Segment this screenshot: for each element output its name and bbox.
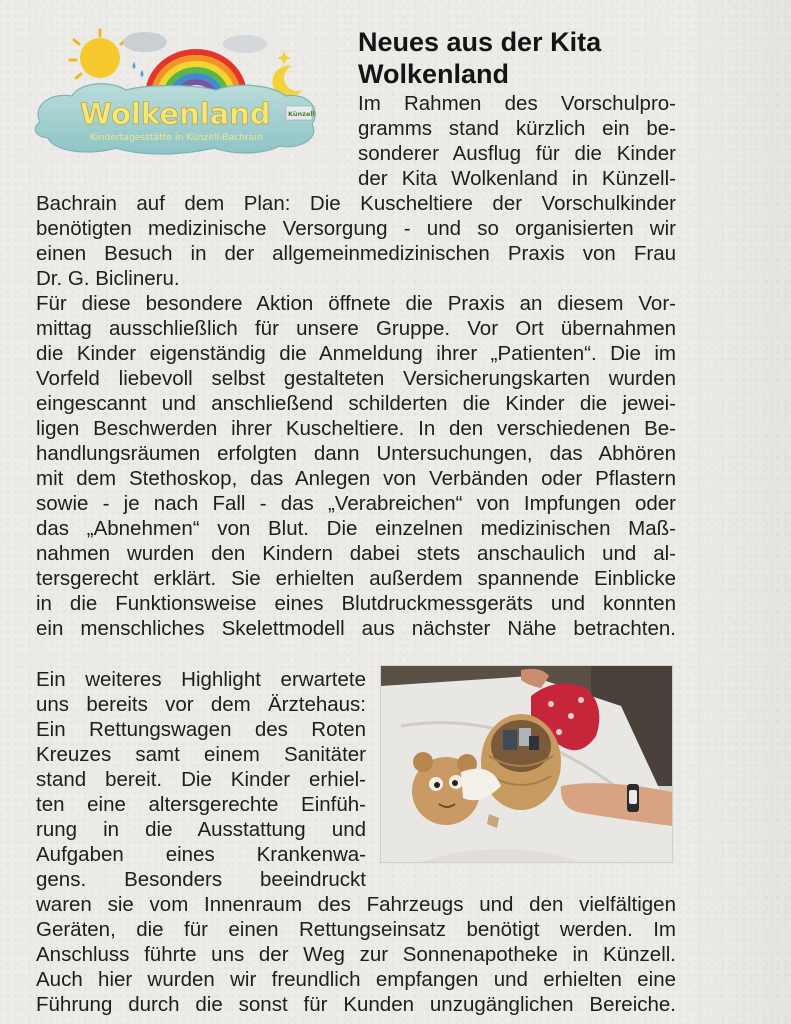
text-line: ligen Beschwerden ihrer Kuscheltiere. In den verschiedenen Be- xyxy=(36,417,676,440)
text-line: gramms stand kürzlich ein be- xyxy=(358,117,676,140)
sun-icon xyxy=(70,30,126,78)
page-fold xyxy=(698,0,699,1024)
text-line: benötigten medizinische Versorgung - und so organisierten wir xyxy=(36,217,676,240)
text-line: sowie - je nach Fall - das „Verabreichen“ von Impfungen oder xyxy=(36,492,676,515)
svg-text:Kindertagesstätte in Künzell-B: Kindertagesstätte in Künzell-Bachrain xyxy=(90,132,263,143)
text-line: Auch hier wurden wir freundlich empfangen und erhielten eine xyxy=(36,968,676,991)
text-line: das „Abnehmen“ von Blut. Die einzelnen medizinischen Maß- xyxy=(36,517,676,540)
text-line: eingescannt und anschließend schilderten die Kinder die jewei- xyxy=(36,392,676,415)
headline-line: Neues aus der Kita xyxy=(358,27,602,57)
text-line: Vorfeld liebevoll selbst gestalteten Versicherungskarten wurden xyxy=(36,367,676,390)
text-line: Kreuzes samt einem Sanitäter xyxy=(36,743,366,766)
text-line: nahmen wurden den Kindern dabei stets anschaulich und al- xyxy=(36,542,676,565)
text-line: Im Rahmen des Vorschulpro- xyxy=(358,92,676,115)
text-line: die Kinder eigenständig die Anmeldung ihrer „Patienten“. Die im xyxy=(36,342,676,365)
text-line: Bachrain auf dem Plan: Die Kuscheltiere der Vorschulkinder xyxy=(36,192,676,215)
text-line: mittag ausschließlich für unsere Gruppe. Vor Ort übernahmen xyxy=(36,317,676,340)
article-headline xyxy=(358,26,678,90)
text-line: Dr. G. Biclineru. xyxy=(36,267,180,290)
text-line: Ein Rettungswagen des Roten xyxy=(36,718,366,741)
headline-line: Wolkenland xyxy=(358,59,510,89)
text-line: Geräten, die für einen Rettungseinsatz benötigt werden. Im xyxy=(36,918,676,941)
text-line: rung in die Ausstattung und xyxy=(36,818,366,841)
text-line: uns bereits vor dem Ärztehaus: xyxy=(36,693,366,716)
svg-text:Künzell: Künzell xyxy=(288,110,315,118)
text-line: ein menschliches Skelettmodell aus nächster Nähe betrachten. xyxy=(36,617,676,640)
text-line: sonderer Ausflug für die Kinder xyxy=(358,142,676,165)
text-line: handlungsräumen erfolgten dann Untersuchungen, das Abhören xyxy=(36,442,676,465)
text-line: waren sie vom Innenraum des Fahrzeugs und den vielfältigen xyxy=(36,893,676,916)
basket xyxy=(481,714,561,810)
text-line: Führung durch die sonst für Kunden unzugänglichen Bereiche. xyxy=(36,993,676,1016)
text-line: mit dem Stethoskop, das Anlegen von Verbänden oder Pflastern xyxy=(36,467,676,490)
article-photo xyxy=(380,665,673,863)
page-edge-shade xyxy=(691,0,791,1024)
text-line: Ein weiteres Highlight erwartete xyxy=(36,668,366,691)
wolkenland-logo xyxy=(30,26,320,160)
text-line: in die Funktionsweise eines Blutdruckmessgeräts und konnten xyxy=(36,592,676,615)
svg-text:Wolkenland: Wolkenland xyxy=(80,97,271,131)
text-line: Für diese besondere Aktion öffnete die Praxis an diesem Vor- xyxy=(36,292,676,315)
text-line: ten eine altersgerechte Einfüh- xyxy=(36,793,366,816)
text-line: Aufgaben eines Krankenwa- xyxy=(36,843,366,866)
text-line: der Kita Wolkenland in Künzell- xyxy=(358,167,676,190)
text-line: gens. Besonders beeindruckt xyxy=(36,868,366,891)
text-line: stand bereit. Die Kinder erhiel- xyxy=(36,768,366,791)
text-line: Anschluss führte uns der Weg zur Sonnenapotheke in Künzell. xyxy=(36,943,676,966)
text-line: tersgerecht erklärt. Sie erhielten außerdem spannende Einblicke xyxy=(36,567,676,590)
text-line: einen Besuch in der allgemeinmedizinischen Praxis von Frau xyxy=(36,242,676,265)
